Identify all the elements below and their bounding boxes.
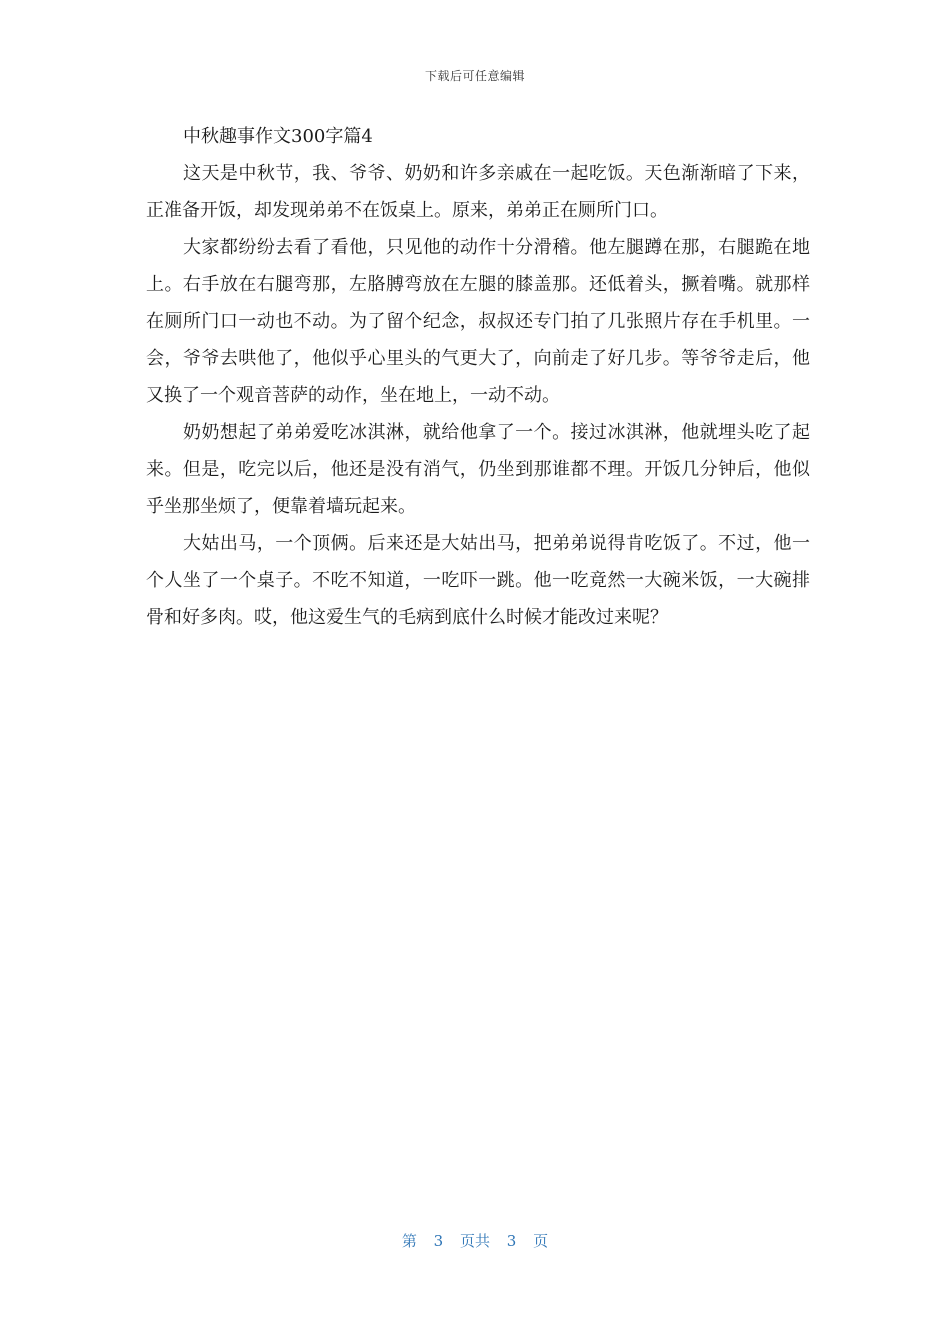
paragraph-2: 大家都纷纷去看了看他，只见他的动作十分滑稽。他左腿蹲在那，右腿跪在地上。右手放在右腿弯那，左胳膊弯放在左腿的膝盖那。还低着头，撅着嘴。就那样在厕所门口一动也不动。为了留个纪念，叔叔还专门拍了几张照片存在手机里。一会，爷爷去哄他了，他似乎心里头的气更大了，向前走了好几步。等爷爷走后，他又换了一个观音菩萨的动作，坐在地上，一动不动。 bbox=[146, 237, 810, 406]
page-header-note: 下载后可任意编辑 bbox=[424, 69, 525, 83]
paragraph-4: 大姑出马，一个顶俩。后来还是大姑出马，把弟弟说得肯吃饭了。不过，他一个人坐了一个桌子。不吃不知道，一吃吓一跳。他一吃竟然一大碗米饭，一大碗排骨和好多肉。哎，他这爱生气的毛病到底什么时候才能改过来呢？ bbox=[146, 533, 810, 628]
paragraph-3: 奶奶想起了弟弟爱吃冰淇淋，就给他拿了一个。接过冰淇淋，他就埋头吃了起来。但是，吃完以后，他还是没有消气，仍坐到那谁都不理。开饭几分钟后，他似乎坐那坐烦了，便靠着墙玩起来。 bbox=[146, 422, 810, 517]
paragraph-1: 这天是中秋节，我、爷爷、奶奶和许多亲戚在一起吃饭。天色渐渐暗了下来，正准备开饭，却发现弟弟不在饭桌上。原来，弟弟正在厕所门口。 bbox=[146, 163, 810, 221]
article-title: 中秋趣事作文300字篇4 bbox=[183, 126, 373, 147]
page-number-footer: 第 3 页共 3 页 bbox=[401, 1232, 549, 1250]
document-body bbox=[146, 118, 810, 636]
